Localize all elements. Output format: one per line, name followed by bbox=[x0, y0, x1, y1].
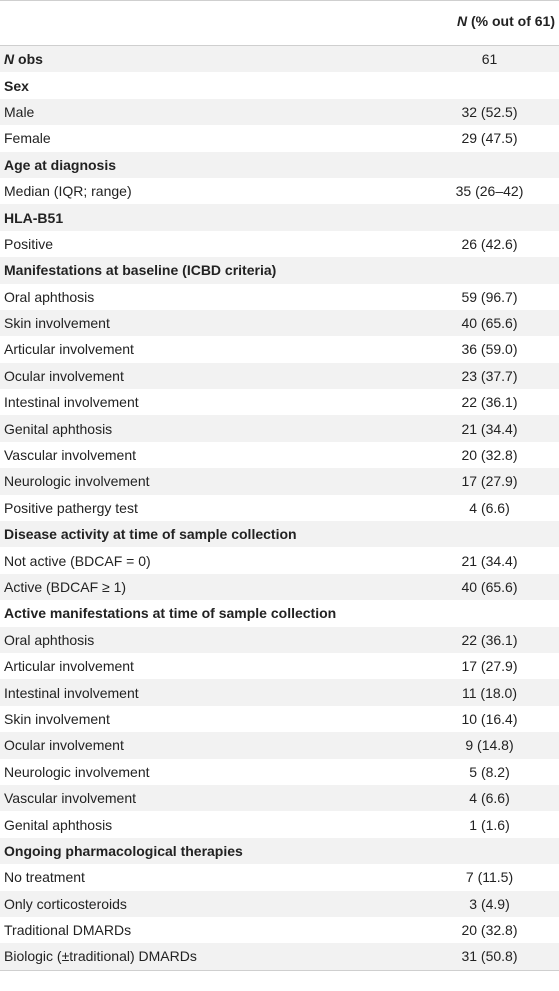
table-row bbox=[0, 389, 559, 415]
row-label: HLA-B51 bbox=[4, 209, 64, 226]
table-row bbox=[0, 547, 559, 573]
row-label: Vascular involvement bbox=[4, 790, 137, 807]
table-row bbox=[0, 231, 559, 257]
row-value: 23 (37.7) bbox=[461, 367, 518, 384]
row-label: Active manifestations at time of sample collection bbox=[4, 605, 337, 622]
column-header-n: N bbox=[456, 13, 468, 29]
row-value: 20 (32.8) bbox=[461, 447, 518, 464]
row-label-text: obs bbox=[14, 51, 43, 68]
table-row bbox=[0, 706, 559, 732]
row-label: Skin involvement bbox=[4, 710, 110, 727]
row-label: Female bbox=[4, 130, 51, 147]
row-value: 17 (27.9) bbox=[461, 473, 518, 490]
row-label: No treatment bbox=[4, 869, 85, 886]
row-value: 31 (50.8) bbox=[461, 948, 518, 965]
row-label: Vascular involvement bbox=[4, 447, 137, 464]
table-row bbox=[0, 917, 559, 943]
row-value: 20 (32.8) bbox=[461, 922, 518, 939]
section-header-row bbox=[0, 204, 559, 230]
table-row bbox=[0, 336, 559, 362]
table-row bbox=[0, 732, 559, 758]
row-label-italic: N bbox=[4, 51, 15, 68]
row-label: Manifestations at baseline (ICBD criteria) bbox=[4, 262, 277, 279]
row-label: Median (IQR; range) bbox=[4, 183, 132, 200]
row-label bbox=[4, 51, 43, 67]
row-value: 7 (11.5) bbox=[465, 869, 514, 886]
section-header-row bbox=[0, 257, 559, 283]
row-label: Genital aphthosis bbox=[4, 420, 113, 437]
row-value: 9 (14.8) bbox=[465, 737, 514, 754]
row-value: 10 (16.4) bbox=[461, 710, 518, 727]
row-value: 29 (47.5) bbox=[461, 130, 518, 147]
row-label: Disease activity at time of sample collection bbox=[4, 526, 297, 543]
row-label: Neurologic involvement bbox=[4, 763, 150, 780]
row-label: Sex bbox=[4, 77, 29, 94]
row-label: Oral aphthosis bbox=[4, 288, 95, 305]
row-value: 22 (36.1) bbox=[461, 631, 518, 648]
row-value: 26 (42.6) bbox=[461, 235, 518, 252]
row-label: Intestinal involvement bbox=[4, 394, 139, 411]
section-header-row bbox=[0, 152, 559, 178]
table-bottom-rule bbox=[0, 970, 559, 971]
row-value: 22 (36.1) bbox=[461, 394, 518, 411]
row-value: 40 (65.6) bbox=[461, 315, 518, 332]
row-label: Age at diagnosis bbox=[4, 156, 117, 173]
row-label: Positive pathergy test bbox=[4, 499, 138, 516]
table-row bbox=[0, 442, 559, 468]
row-label: Ocular involvement bbox=[4, 737, 124, 754]
row-label: Ocular involvement bbox=[4, 367, 124, 384]
row-value: 36 (59.0) bbox=[461, 341, 518, 358]
row-value: 61 bbox=[481, 51, 498, 68]
table-row bbox=[0, 627, 559, 653]
row-label: Not active (BDCAF = 0) bbox=[4, 552, 151, 569]
row-label: Skin involvement bbox=[4, 315, 110, 332]
table-row bbox=[0, 943, 559, 969]
table-row bbox=[0, 468, 559, 494]
row-label: Neurologic involvement bbox=[4, 473, 150, 490]
table-header bbox=[0, 0, 559, 46]
row-label: Positive bbox=[4, 235, 54, 252]
row-label: Articular involvement bbox=[4, 341, 134, 358]
table-row bbox=[0, 759, 559, 785]
row-label: Only corticosteroids bbox=[4, 895, 127, 912]
table-row bbox=[0, 310, 559, 336]
section-header-row bbox=[0, 521, 559, 547]
row-label: Traditional DMARDs bbox=[4, 922, 132, 939]
row-value: 5 (8.2) bbox=[469, 763, 510, 780]
row-label: Articular involvement bbox=[4, 658, 134, 675]
table-row bbox=[0, 653, 559, 679]
table-row bbox=[0, 178, 559, 204]
row-label: Oral aphthosis bbox=[4, 631, 95, 648]
table-row bbox=[0, 864, 559, 890]
table-row bbox=[0, 415, 559, 441]
row-value: 1 (1.6) bbox=[469, 816, 510, 833]
table-row bbox=[0, 125, 559, 151]
row-value: 4 (6.6) bbox=[469, 790, 510, 807]
table-row bbox=[0, 891, 559, 917]
row-label: Ongoing pharmacological therapies bbox=[4, 842, 243, 859]
row-value: 40 (65.6) bbox=[461, 579, 518, 595]
row-value: 21 (34.4) bbox=[461, 552, 518, 569]
table-row bbox=[0, 785, 559, 811]
row-label: Biologic (±traditional) DMARDs bbox=[4, 948, 197, 965]
row-label: Genital aphthosis bbox=[4, 816, 113, 833]
row-value: 3 (4.9) bbox=[469, 895, 510, 912]
column-header-rest: (% out of 61) bbox=[467, 13, 555, 29]
table-row bbox=[0, 679, 559, 705]
table-row bbox=[0, 363, 559, 389]
row-label: Male bbox=[4, 103, 35, 120]
column-header-n-percent bbox=[457, 13, 555, 29]
section-header-row bbox=[0, 838, 559, 864]
table-row bbox=[0, 495, 559, 521]
row-value: 11 (18.0) bbox=[462, 684, 517, 701]
row-value: 35 (26–42) bbox=[455, 183, 524, 200]
table-body bbox=[0, 46, 559, 970]
section-header-row bbox=[0, 72, 559, 98]
row-value: 21 (34.4) bbox=[461, 420, 518, 437]
row-label: Active (BDCAF ≥ 1) bbox=[4, 579, 127, 595]
table-row bbox=[0, 811, 559, 837]
table-row bbox=[0, 99, 559, 125]
row-label: Intestinal involvement bbox=[4, 684, 139, 701]
section-header-row bbox=[0, 46, 559, 72]
table-row bbox=[0, 284, 559, 310]
row-value: 4 (6.6) bbox=[469, 499, 510, 516]
row-value: 17 (27.9) bbox=[461, 658, 518, 675]
table-row bbox=[0, 574, 559, 600]
section-header-row bbox=[0, 600, 559, 626]
row-value: 59 (96.7) bbox=[461, 288, 518, 305]
row-value: 32 (52.5) bbox=[461, 103, 518, 120]
